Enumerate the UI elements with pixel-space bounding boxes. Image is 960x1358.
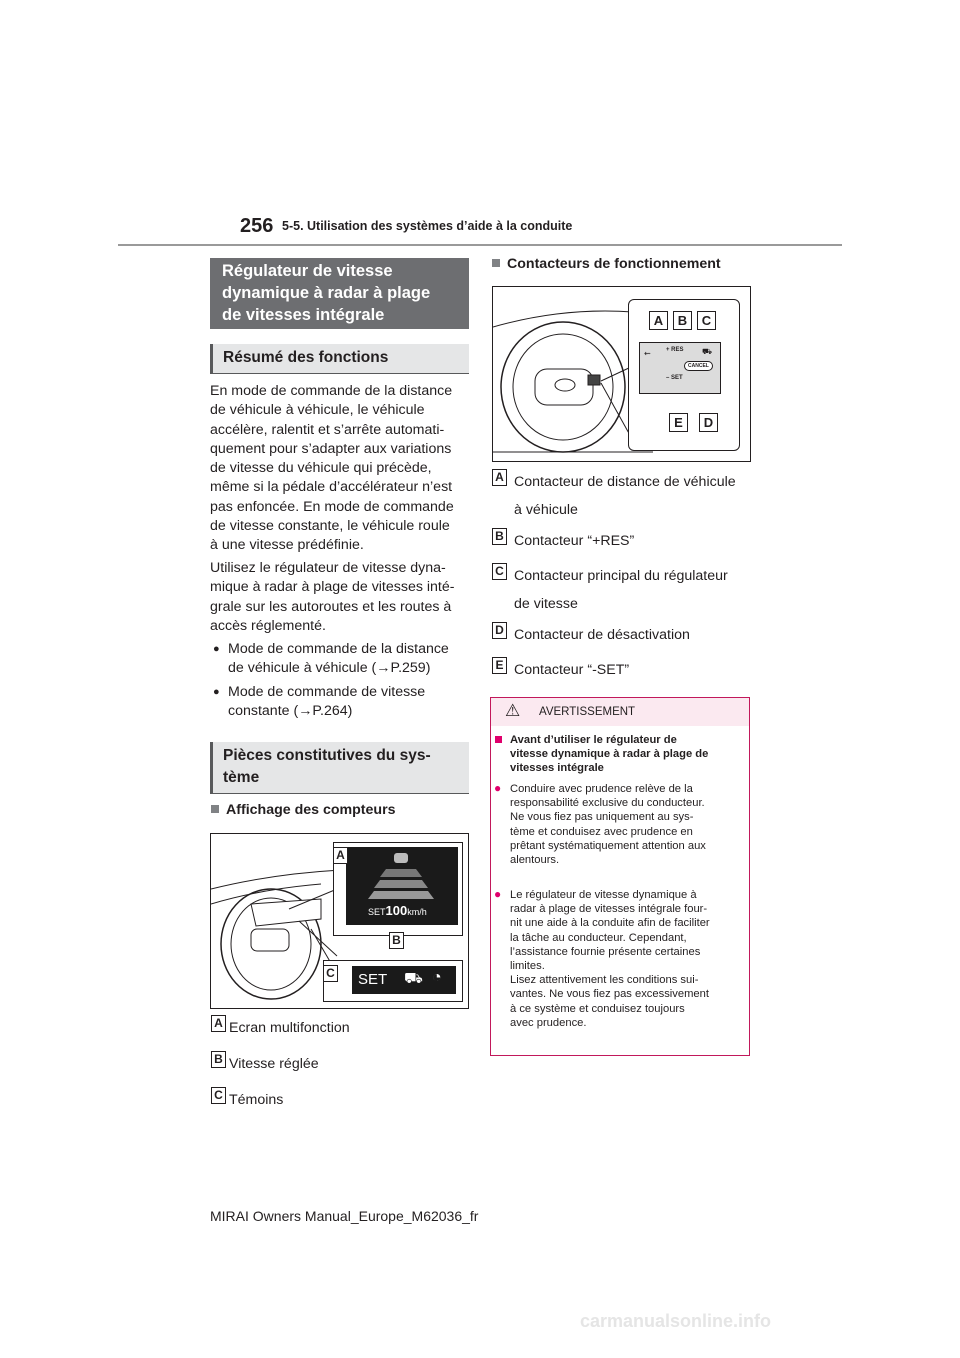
text-line: radar à plage de vitesses intégrale four- xyxy=(510,903,708,916)
item-text-line: Contacteur “-SET” xyxy=(514,662,630,678)
switches-subheading-text: Contacteurs de fonctionnement xyxy=(507,256,721,272)
item-label: D xyxy=(492,622,507,639)
callout-label: A xyxy=(333,847,348,864)
summary-heading xyxy=(210,344,469,374)
item-label: A xyxy=(492,469,507,486)
text-line: alentours. xyxy=(510,854,560,867)
item-label: C xyxy=(211,1087,226,1104)
square-bullet-icon xyxy=(492,259,500,267)
text-line: de vitesse constante, le véhicule roule xyxy=(210,518,450,535)
warning-triangle-icon: ⚠ xyxy=(505,701,521,720)
set-button-label: – SET xyxy=(666,375,683,381)
meter-item-c xyxy=(211,1086,471,1114)
warning-header xyxy=(491,698,749,726)
text-line: mique à radar à plage de vitesses inté- xyxy=(210,579,455,596)
square-bullet-icon xyxy=(211,805,219,813)
warning-title: AVERTISSEMENT xyxy=(539,706,636,718)
callout-label: B xyxy=(389,932,404,949)
item-label: B xyxy=(492,528,507,545)
main-section-title xyxy=(210,258,469,329)
item-label: B xyxy=(211,1051,226,1068)
item-label: C xyxy=(492,563,507,580)
text-line: vitesses intégrale xyxy=(510,762,604,775)
main-title-line: dynamique à radar à plage xyxy=(222,284,431,302)
item-text-line: Contacteur “+RES” xyxy=(514,533,635,549)
header-rule xyxy=(118,244,842,246)
bullet-constant-mode xyxy=(213,683,473,722)
item-text-line: Contacteur de désactivation xyxy=(514,627,690,643)
summary-heading-text: Résumé des fonctions xyxy=(223,349,389,366)
main-title-line: Régulateur de vitesse xyxy=(222,262,393,280)
text-line: constante (→P.264) xyxy=(228,703,353,720)
text-line: pas enfoncée. En mode de commande xyxy=(210,498,454,515)
switch-item-b xyxy=(492,527,752,555)
text-line: Ne vous fiez pas uniquement au sys- xyxy=(510,811,694,824)
text-line: de véhicule à véhicule (→P.259) xyxy=(228,660,431,677)
text-line: grale sur les autoroutes et les routes à xyxy=(210,598,452,615)
set-speed-readout xyxy=(368,903,427,918)
speedometer-indicator-icon: ◔ xyxy=(432,969,442,986)
set-speed-value: 100 xyxy=(385,903,408,918)
callout-label: C xyxy=(323,965,338,982)
text-line: de véhicule à véhicule, le véhicule xyxy=(210,402,425,419)
bullet-dot-icon: ● xyxy=(213,686,220,698)
warning-subheading xyxy=(510,733,745,776)
switches-subheading xyxy=(492,256,721,272)
item-text-line: Contacteur principal du régulateur xyxy=(514,568,728,584)
set-prefix: SET xyxy=(368,907,386,917)
callout-label: A xyxy=(649,311,668,330)
indicator-callout-box xyxy=(323,960,463,1002)
text-line: la tâche au conducteur. Cependant, xyxy=(510,931,687,944)
text-line: à une vitesse prédéfinie. xyxy=(210,537,364,554)
text-line: prêtant systématiquement attention aux xyxy=(510,839,706,852)
meter-item-b xyxy=(211,1050,471,1078)
switch-item-d xyxy=(492,621,752,649)
usage-paragraph xyxy=(210,559,472,636)
callout-label: C xyxy=(697,311,716,330)
text-line: de vitesse du véhicule qui précède, xyxy=(210,460,432,477)
item-label: E xyxy=(492,657,507,674)
pink-square-bullet-icon xyxy=(495,736,502,743)
text-line: Conduire avec prudence relève de la xyxy=(510,783,693,795)
text-line: Avant d’utiliser le régulateur de xyxy=(510,734,677,746)
cruise-main-switch-icon: ⛟ xyxy=(702,347,713,356)
warning-item-1 xyxy=(494,781,745,867)
indicator-strip xyxy=(352,966,456,994)
footer-manual-id: MIRAI Owners Manual_Europe_M62036_fr xyxy=(210,1208,479,1224)
watermark: carmanualsonline.info xyxy=(580,1311,772,1331)
item-text-line: de vitesse xyxy=(514,596,578,612)
text-line: Le régulateur de vitesse dynamique à xyxy=(510,889,697,901)
meter-figure xyxy=(210,833,469,1009)
components-heading xyxy=(210,742,469,794)
text-line: Utilisez le régulateur de vitesse dyna- xyxy=(210,560,446,576)
cancel-button-label: CANCEL xyxy=(684,361,713,371)
bullet-dot-icon: ● xyxy=(213,643,220,655)
page-number: 256 xyxy=(240,215,274,237)
text-line: avec prudence. xyxy=(510,1016,587,1029)
pink-bullet-icon: ● xyxy=(494,781,502,795)
text-line: Lisez attentivement les conditions sui- xyxy=(510,974,699,987)
item-label: A xyxy=(211,1015,226,1032)
display-callout-box xyxy=(333,842,463,936)
pink-bullet-icon: ● xyxy=(494,887,502,901)
callout-label: B xyxy=(673,311,692,330)
text-line: limites. xyxy=(510,960,545,973)
chapter-title: 5-5. Utilisation des systèmes d’aide à la conduite xyxy=(282,219,573,233)
callout-label: E xyxy=(669,413,688,432)
switch-item-a xyxy=(492,468,752,524)
text-line: tème et conduisez avec prudence en xyxy=(510,825,693,838)
switch-panel xyxy=(639,342,721,394)
switch-item-e xyxy=(492,656,752,684)
text-line: Mode de commande de vitesse xyxy=(228,684,426,700)
text-line: quement pour s’adapter aux variations xyxy=(210,440,452,457)
summary-paragraph xyxy=(210,382,472,556)
set-indicator: SET xyxy=(358,971,388,988)
main-title-line: de vitesses intégrale xyxy=(222,306,385,324)
res-button-label: + RES xyxy=(666,347,684,353)
meter-subheading-text: Affichage des compteurs xyxy=(226,802,396,818)
meter-subheading xyxy=(211,802,396,818)
text-line: à ce système et conduisez toujours xyxy=(510,1002,685,1015)
warning-item-2 xyxy=(494,887,745,1030)
switch-item-c xyxy=(492,562,752,618)
bullet-distance-mode xyxy=(213,640,473,679)
text-line: responsabilité exclusive du conducteur. xyxy=(510,797,705,810)
text-line: nit une aide à la conduite afin de faciliter xyxy=(510,917,710,930)
meter-item-a xyxy=(211,1014,471,1042)
text-line: l’assistance fournie présente certaines xyxy=(510,945,701,958)
components-heading-line: tème xyxy=(223,769,260,786)
text-line: En mode de commande de la distance xyxy=(210,383,453,399)
item-text-line: à véhicule xyxy=(514,502,578,518)
set-speed-unit: km/h xyxy=(407,907,427,917)
switch-figure xyxy=(492,286,751,462)
text-line: Mode de commande de la distance xyxy=(228,641,449,657)
text-line: vantes. Ne vous fiez pas excessivement xyxy=(510,988,709,1001)
item-text-line: Contacteur de distance de véhicule xyxy=(514,474,736,490)
item-text: Vitesse réglée xyxy=(229,1056,319,1072)
text-line: accès réglementé. xyxy=(210,617,326,634)
multi-info-display xyxy=(346,847,458,925)
warning-box xyxy=(490,697,750,1056)
text-line: vitesse dynamique à radar à plage de xyxy=(510,748,709,761)
callout-label: D xyxy=(699,413,718,432)
distance-switch-icon: ⇜ xyxy=(644,349,651,358)
text-line: même si la pédale d’accélérateur n’est xyxy=(210,479,453,496)
item-text: Témoins xyxy=(229,1092,284,1108)
components-heading-line: Pièces constitutives du sys- xyxy=(223,747,431,764)
item-text: Ecran multifonction xyxy=(229,1020,350,1036)
radar-cruise-indicator-icon: ⛟ xyxy=(404,970,423,987)
text-line: accélère, ralentit et s’arrête automati- xyxy=(210,421,445,438)
